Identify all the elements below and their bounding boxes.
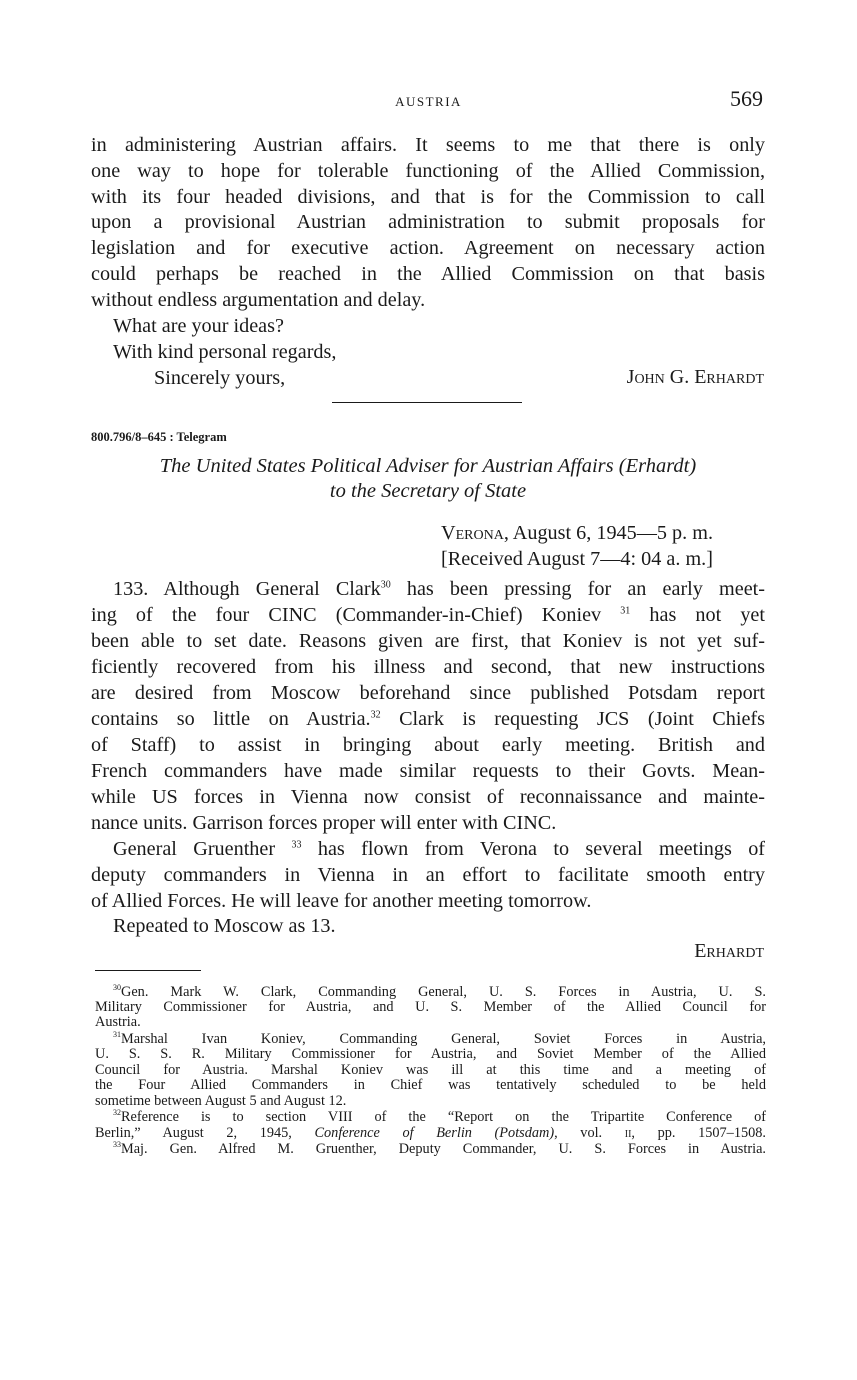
text-line: contains so little on Austria.$^{32}$ Clark is requesting JCS (Joint Chiefs — [91, 708, 766, 730]
section-divider — [332, 402, 522, 403]
footnote-ref-33[interactable]: 33 — [291, 839, 302, 851]
letter-question: What are your ideas? — [113, 315, 284, 337]
text-line: in administering Austrian affairs. It seems to me that there is only — [91, 134, 765, 156]
text-line: ing of the four CINC (Commander-in-Chief) Koniev $^{31}$ has not yet — [91, 604, 766, 626]
footnote-line: Berlin,” August 2, 1945, Conference of Berlin (Potsdam), vol. ii, pp. 1507–1508. — [95, 1125, 766, 1141]
footnote-ref-32[interactable]: 32 — [370, 709, 381, 721]
dateline-date: , August 6, 1945—5 p. m. — [503, 522, 713, 544]
text-line: are desired from Moscow beforehand since published Potsdam report — [91, 682, 765, 704]
text-line: 133. Although General Clark$^{30}$ has been pressing for an early meet- — [113, 578, 766, 600]
footnote-32: $^{32}$Reference is to section VIII of the “Report on the Tripartite Conference of — [113, 1108, 766, 1125]
text-line: ficiently recovered from his illness and second, that new instructions — [91, 656, 765, 678]
text-line: French commanders have made similar requests to their Govts. Mean- — [91, 760, 765, 782]
document-reference: 800.796/8–645 : Telegram — [91, 430, 227, 444]
letter-signer: John G. Erhardt — [626, 366, 764, 388]
received-line: [Received August 7—4: 04 a. m.] — [441, 548, 713, 570]
footnote-30: $^{30}$Gen. Mark W. Clark, Commanding General, U. S. Forces in Austria, U. S. — [113, 983, 766, 1000]
footnote-ref-30[interactable]: 30 — [380, 579, 391, 591]
text-line: legislation and for executive action. Agreement on necessary action — [91, 237, 765, 259]
text-line: General Gruenther $^{33}$ has flown from Verona to several meetings of — [113, 838, 766, 860]
letter-regards: With kind personal regards, — [113, 341, 337, 363]
dateline — [441, 522, 713, 545]
telegram-signer: Erhardt — [694, 940, 764, 962]
footnote-ref-31[interactable]: 31 — [620, 605, 631, 617]
footnote-line: U. S. S. R. Military Commissioner for Austria, and Soviet Member of the Allied — [95, 1046, 766, 1062]
text-line: with its four headed divisions, and that is for the Commission to call — [91, 186, 765, 208]
text-line: upon a provisional Austrian administration to submit proposals for — [91, 211, 765, 233]
text-line: without endless argumentation and delay. — [91, 289, 426, 311]
text-line: of Allied Forces. He will leave for another meeting tomorrow. — [91, 890, 592, 912]
page-number: 569 — [730, 86, 763, 111]
text-line: deputy commanders in Vienna in an effort to facilitate smooth entry — [91, 864, 765, 886]
footnote-divider — [95, 970, 201, 971]
running-header-title: AUSTRIA — [395, 94, 462, 109]
dateline-place: Verona — [441, 522, 504, 544]
text-line: been able to set date. Reasons given are first, that Koniev is not yet suf- — [91, 630, 765, 652]
text-line: could perhaps be reached in the Allied Commission on that basis — [91, 263, 765, 285]
document-caption-line-1: The United States Political Adviser for Austrian Affairs (Erhardt) — [159, 455, 697, 477]
text-line: one way to hope for tolerable functioning of the Allied Commission, — [91, 160, 765, 182]
footnote-line: Council for Austria. Marshal Koniev was ill at this time and a meeting of — [95, 1062, 766, 1078]
text-line: nance units. Garrison forces proper will enter with CINC. — [91, 812, 557, 834]
footnote-line: the Four Allied Commanders in Chief was tentatively scheduled to be held — [95, 1077, 766, 1093]
letter-closing: Sincerely yours, — [154, 367, 286, 389]
text-line: of Staff) to assist in bringing about early meeting. British and — [91, 734, 765, 756]
footnote-line: Austria. — [95, 1014, 141, 1030]
repeated-note: Repeated to Moscow as 13. — [113, 915, 336, 937]
footnote-31: $^{31}$Marshal Ivan Koniev, Commanding General, Soviet Forces in Austria, — [113, 1030, 766, 1047]
document-caption-line-2: to the Secretary of State — [329, 480, 527, 502]
footnote-line: Military Commissioner for Austria, and U. S. Member of the Allied Council for — [95, 999, 766, 1015]
footnote-33: $^{33}$Maj. Gen. Alfred M. Gruenther, Deputy Commander, U. S. Forces in Austria. — [113, 1140, 766, 1157]
footnote-line: sometime between August 5 and August 12. — [95, 1093, 347, 1109]
text-line: while US forces in Vienna now consist of reconnaissance and mainte- — [91, 786, 765, 808]
